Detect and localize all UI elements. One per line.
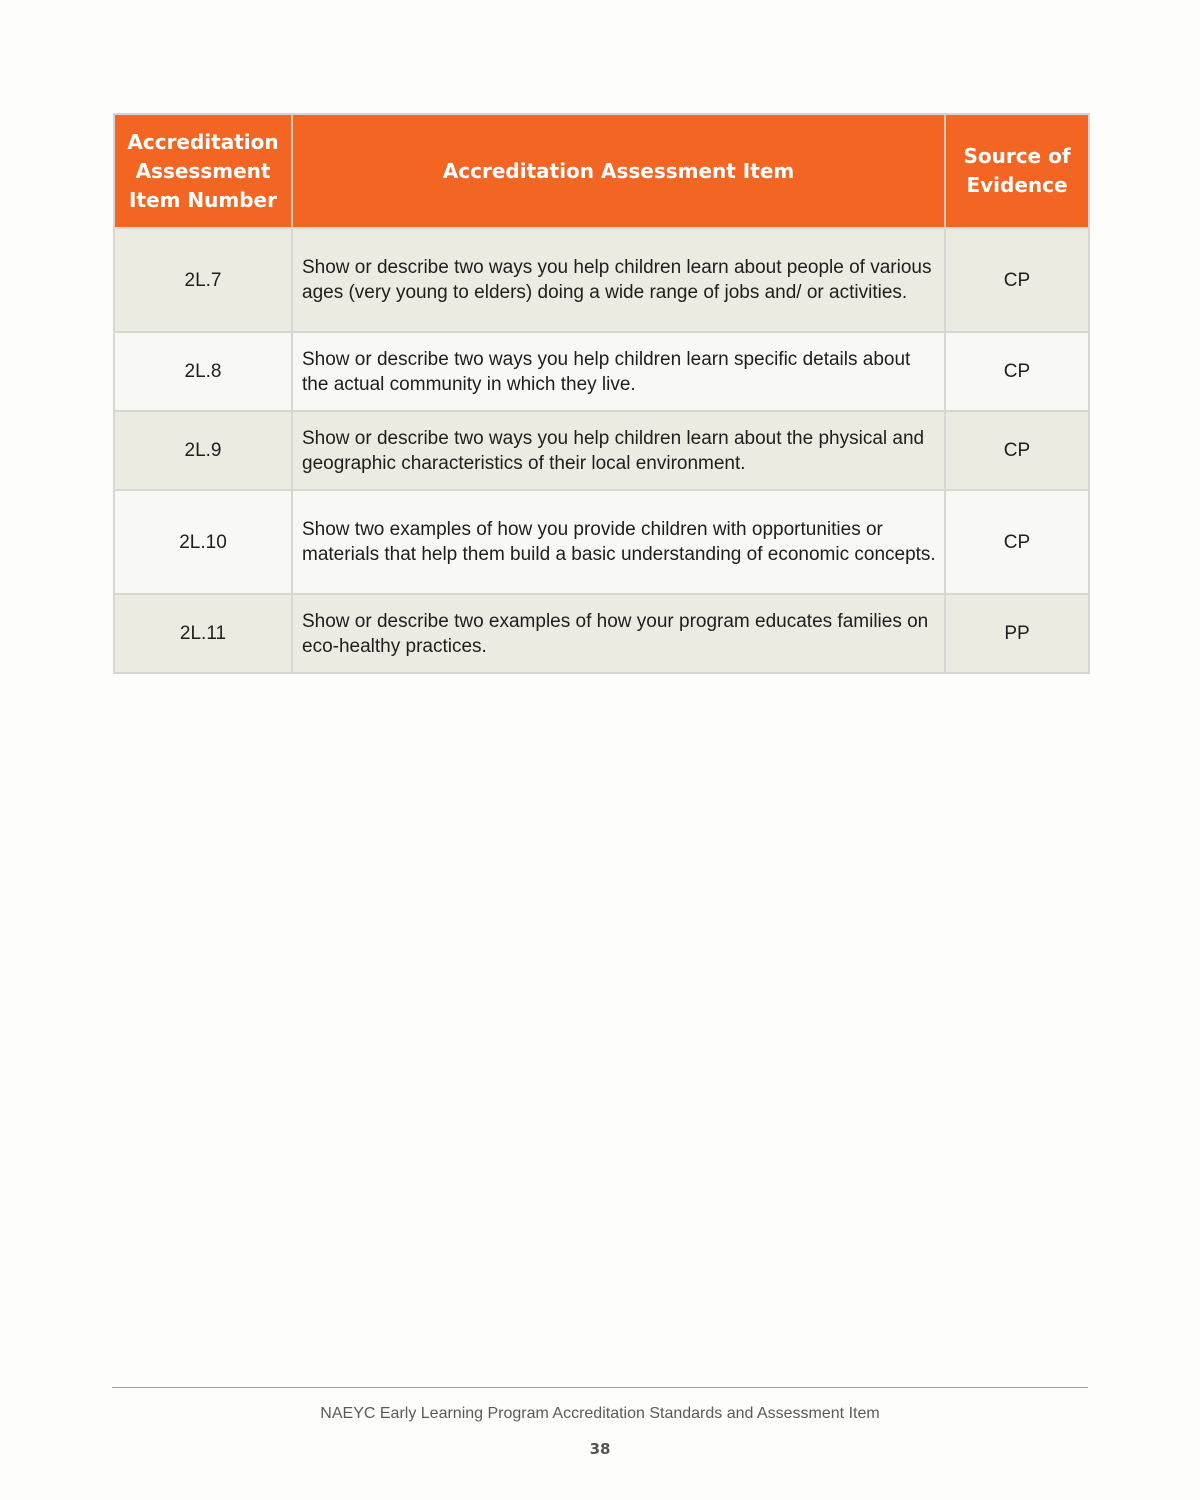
footer-divider	[112, 1387, 1088, 1388]
page-number: 38	[589, 1440, 611, 1458]
source-of-evidence-cell: CP	[945, 490, 1089, 594]
footer-title: NAEYC Early Learning Program Accreditation Standards and Assessment Item	[320, 1405, 880, 1422]
assessment-item-cell: Show or describe two examples of how your program educates families on eco-healthy practices.	[292, 594, 945, 673]
table-header	[114, 114, 1089, 228]
item-number-cell: 2L.8	[114, 332, 292, 411]
source-of-evidence-cell: PP	[945, 594, 1089, 673]
item-number-cell: 2L.7	[114, 228, 292, 332]
assessment-item-cell: Show two examples of how you provide children with opportunities or materials that help them build a basic understanding of economic concepts.	[292, 490, 945, 594]
table-body	[114, 228, 1089, 673]
source-of-evidence-cell: CP	[945, 228, 1089, 332]
assessment-table	[113, 113, 1090, 674]
assessment-item-cell: Show or describe two ways you help children learn about people of various ages (very young to elders) doing a wide range of jobs and/ or activities.	[292, 228, 945, 332]
table-row	[114, 228, 1089, 332]
table-row	[114, 411, 1089, 490]
source-of-evidence-cell: CP	[945, 332, 1089, 411]
header-row	[114, 114, 1089, 228]
item-number-cell: 2L.10	[114, 490, 292, 594]
table-row	[114, 332, 1089, 411]
table-row	[114, 490, 1089, 594]
header-assessment-item: Accreditation Assessment Item	[292, 114, 945, 228]
assessment-item-cell: Show or describe two ways you help children learn about the physical and geographic characteristics of their local environment.	[292, 411, 945, 490]
header-source-of-evidence: Source of Evidence	[945, 114, 1089, 228]
item-number-cell: 2L.11	[114, 594, 292, 673]
assessment-item-cell: Show or describe two ways you help children learn specific details about the actual community in which they live.	[292, 332, 945, 411]
header-item-number: Accreditation Assessment Item Number	[114, 114, 292, 228]
table-row	[114, 594, 1089, 673]
item-number-cell: 2L.9	[114, 411, 292, 490]
source-of-evidence-cell: CP	[945, 411, 1089, 490]
